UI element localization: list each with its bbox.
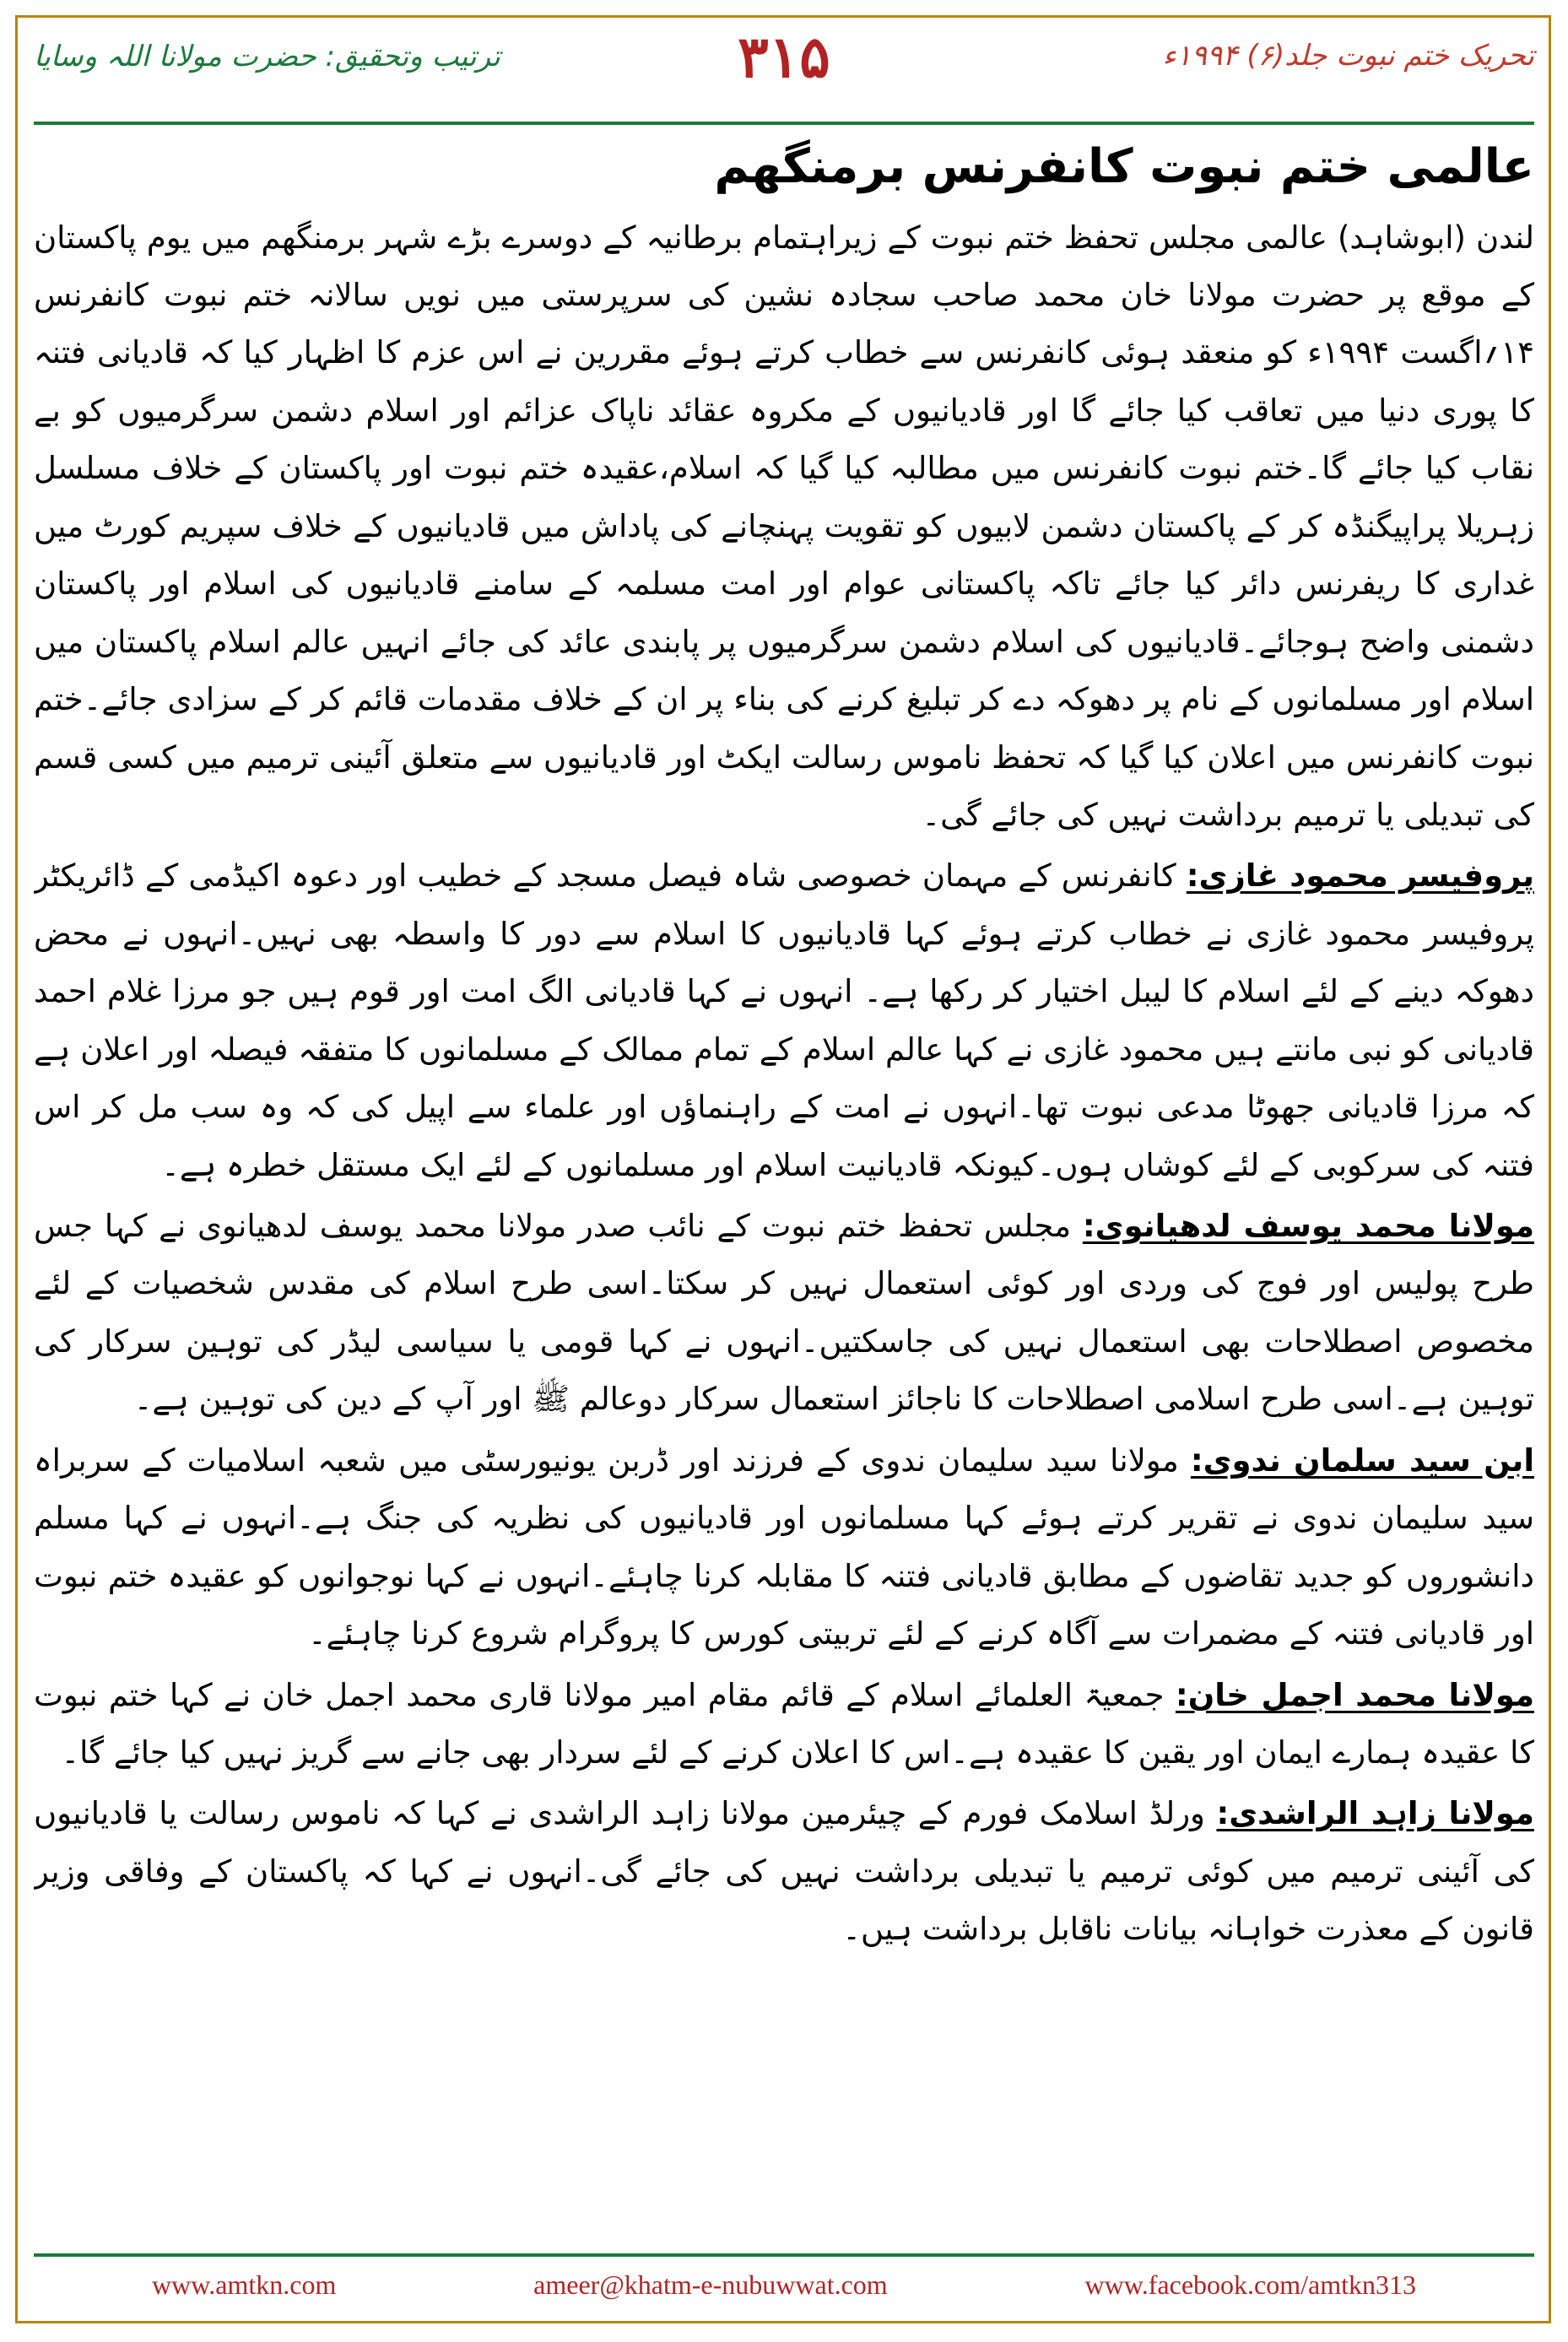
footer-website-link[interactable]: www.amtkn.com	[152, 2269, 337, 2300]
header-book-title: تحریک ختم نبوت جلد(۶) ۱۹۹۴ء	[1162, 39, 1534, 73]
speaker-section	[34, 847, 1534, 1194]
speaker-section	[34, 1198, 1534, 1429]
speaker-name: مولانا محمد یوسف لدھیانوی:	[1082, 1208, 1534, 1245]
speaker-section	[34, 1667, 1534, 1782]
header-compiler-credit: ترتیب وتحقیق: حضرت مولانا اللہ وسایا	[34, 40, 500, 73]
page-footer	[34, 2253, 1534, 2312]
speaker-name: پروفیسر محمود غازی:	[1186, 857, 1534, 895]
article-intro: لندن (ابوشاہد) عالمی مجلس تحفظ ختم نبوت کے زیراہتمام برطانیہ کے دوسرے بڑے شہر برمنگھم میں یوم پاکستان کے موقع پر حضرت مولانا خان محمد صاحب سجادہ نشین کی سرپرستی میں نویں سالانہ ختم نبوت کانفرنس ۱۴؍اگست ۱۹۹۴ء کو منعقد ہوئی کانفرنس سے خطاب کرتے ہوئے مقررین نے اس عزم کا اظہار کیا کہ قادیانی فتنہ کا پوری دنیا میں تعاقب کیا جائے گا اور قادیانیوں کے مکروہ عقائد ناپاک عزائم اور اسلام دشمن سرگرمیوں کو بے نقاب کیا جائے گا۔ختم نبوت کانفرنس میں مطالبہ کیا گیا کہ اسلام،عقیدہ ختم نبوت اور پاکستان کے خلاف مسلسل زہریلا پراپیگنڈہ کر کے پاکستان دشمن لابیوں کو تقویت پہنچانے کی پاداش میں قادیانیوں کے خلاف سپریم کورٹ میں غداری کا ریفرنس دائر کیا جائے تاکہ پاکستانی عوام اور امت مسلمہ کے سامنے قادیانیوں کی اسلام اور پاکستان دشمنی واضح ہوجائے۔قادیانیوں کی اسلام دشمن سرگرمیوں پر پابندی عائد کی جائے انہیں عالم اسلام پاکستان میں اسلام اور مسلمانوں کے نام پر دھوکہ دے کر تبلیغ کرنے کی بناء پر ان کے خلاف مقدمات قائم کر کے سزادی جائے۔ختم نبوت کانفرنس میں اعلان کیا گیا کہ تحفظ ناموس رسالت ایکٹ اور قادیانیوں سے متعلق آئینی ترمیم میں کسی قسم کی تبدیلی یا ترمیم برداشت نہیں کی جائے گی۔	[34, 219, 1534, 833]
footer-facebook-link[interactable]: www.facebook.com/amtkn313	[1084, 2269, 1416, 2300]
speaker-text: ورلڈ اسلامک فورم کے چیئرمین مولانا زاہد الراشدی نے کہا کہ ناموس رسالت یا قادیانیوں کی آئینی ترمیم میں کوئی ترمیم یا تبدیلی برداشت نہیں کی جائے گی۔انہوں نے کہا کہ پاکستان کے وفاقی وزیر قانون کے معذرت خواہانہ بیانات ناقابل برداشت ہیں۔	[34, 1795, 1534, 1948]
speaker-name: مولانا زاہد الراشدی:	[1216, 1795, 1534, 1832]
speaker-text: مولانا سید سلیمان ندوی کے فرزند اور ڈربن یونیورسٹی میں شعبہ اسلامیات کے سربراہ سید سلیمان ندوی نے تقریر کرتے ہوئے کہا مسلمانوں اور قادیانیوں کی نظریہ کی جنگ ہے۔انہوں نے کہا مسلم دانشوروں کو جدید تقاضوں کے مطابق قادیانی فتنہ کا مقابلہ کرنا چاہئے۔انہوں نے کہا نوجوانوں کو عقیدہ ختم نبوت اور قادیانی فتنہ کے مضمرات سے آگاہ کرنے کے لئے تربیتی کورس کا پروگرام شروع کرنا چاہئے۔	[34, 1441, 1534, 1652]
speaker-text: کانفرنس کے مہمان خصوصی شاہ فیصل مسجد کے خطیب اور دعوہ اکیڈمی کے ڈائریکٹر پروفیسر محمود غازی نے خطاب کرتے ہوئے کہا قادیانیوں کا اسلام سے دور کا واسطہ بھی نہیں۔انہوں نے محض دھوکہ دینے کے لئے اسلام کا لیبل اختیار کر رکھا ہے۔ انہوں نے کہا قادیانی الگ امت اور قوم ہیں جو مرزا غلام احمد قادیانی کو نبی مانتے ہیں محمود غازی نے کہا عالم اسلام کے تمام ممالک کے مسلمانوں کا متفقہ فیصلہ اور اعلان ہے کہ مرزا قادیانی جھوٹا مدعی نبوت تھا۔انہوں نے امت کے راہنماؤں اور علماء سے اپیل کی کہ وہ سب مل کر اس فتنہ کی سرکوبی کے لئے کوشاں ہوں۔کیونکہ قادیانیت اسلام اور مسلمانوں کے لئے ایک مستقل خطرہ ہے۔	[34, 857, 1534, 1183]
speaker-section	[34, 1432, 1534, 1663]
page-header	[34, 24, 1534, 125]
speaker-name: مولانا محمد اجمل خان:	[1175, 1676, 1534, 1713]
article-title: عالمی ختم نبوت کانفرنس برمنگھم	[714, 139, 1534, 194]
footer-email-link[interactable]: ameer@khatm-e-nubuwwat.com	[533, 2269, 888, 2300]
speaker-name: ابن سید سلمان ندوی:	[1190, 1441, 1534, 1479]
speaker-text: جمعیۃ العلمائے اسلام کے قائم مقام امیر مولانا قاری محمد اجمل خان نے کہا ختم نبوت کا عقیدہ ہمارے ایمان اور یقین کا عقیدہ ہے۔اس کا اعلان کرنے کے لئے سردار بھی جانے سے گریز نہیں کیا جائے گا۔	[34, 1676, 1534, 1771]
speaker-section	[34, 1785, 1534, 1958]
page-number: ۳۱۵	[738, 24, 830, 91]
article-body	[34, 135, 1534, 2194]
speaker-text: مجلس تحفظ ختم نبوت کے نائب صدر مولانا محمد یوسف لدھیانوی نے کہا جس طرح پولیس اور فوج کی وردی اور کوئی استعمال نہیں کر سکتا۔اسی طرح اسلام کی مقدس شخصیات کے لئے مخصوص اصطلاحات بھی استعمال نہیں کی جاسکتیں۔انہوں نے کہا قومی یا سیاسی لیڈر کی توہین سرکار کی توہین ہے۔اسی طرح اسلامی اصطلاحات کا ناجائز استعمال سرکار دوعالم ﷺ اور آپ کے دین کی توہین ہے۔	[34, 1208, 1534, 1418]
